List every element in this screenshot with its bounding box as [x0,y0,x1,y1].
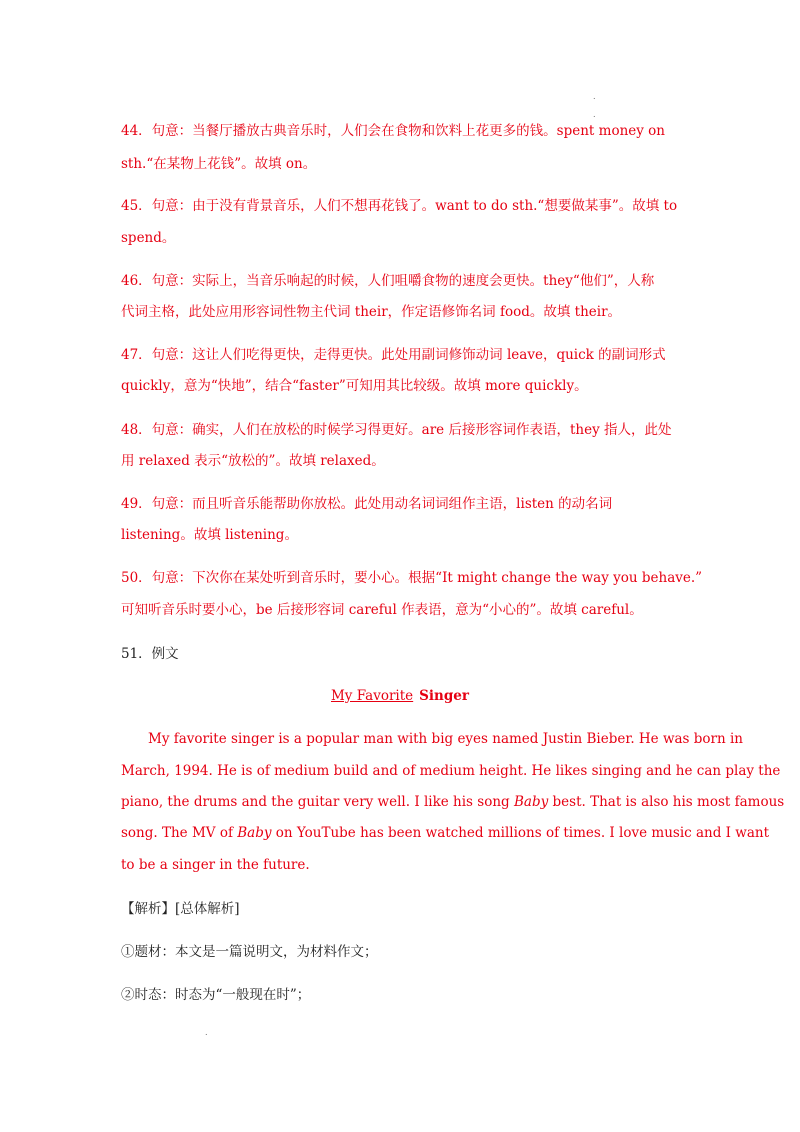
analysis-item-2: ②时态：时态为“一般现在时”； [121,987,311,1003]
answer-44-line-1: 44．句意：当餐厅播放古典音乐时，人们会在食物和饮料上花更多的钱。spent money on [121,123,666,139]
answer-45-line-1: 45．句意：由于没有背景音乐，人们不想再花钱了。want to do sth.“想要做某事”。故填 to [121,198,678,214]
answer-45-line-2: spend。 [121,230,176,246]
song-title-italic: Baby [513,794,549,810]
answer-46-line-2: 代词主格，此处应用形容词性物主代词 their，作定语修饰名词 food。故填 their。 [121,304,622,320]
essay-line-4-text-b: on YouTube has been watched millions of times. I love music and I want [271,825,770,841]
essay-title-underlined: My Favorite [330,688,414,704]
answer-48-line-1: 48．句意：确实，人们在放松的时候学习得更好。are 后接形容词作表语，they 指人，此处 [121,422,672,438]
essay-line-4 [121,824,769,842]
answer-46-line-1: 46．句意：实际上，当音乐响起的时候，人们咀嚼食物的速度会更快。they“他们”，人称 [121,273,655,289]
page-mark-dot: . [593,110,596,119]
answer-44-line-2: sth.“在某物上花钱”。故填 on。 [121,156,317,172]
answer-49-line-2: listening。故填 listening。 [121,527,298,543]
essay-line-3 [121,793,784,811]
analysis-heading: 【解析】[总体解析] [121,901,240,917]
answer-47-line-2: quickly，意为“快地”，结合“faster”可知用其比较级。故填 more quickly。 [121,378,588,394]
answer-50-line-2: 可知听音乐时要小心，be 后接形容词 careful 作表语，意为“小心的”。故填 careful。 [121,602,643,618]
essay-line-1: My favorite singer is a popular man with big eyes named Justin Bieber. He was born in [148,731,744,747]
page-mark-dot: . [205,1028,208,1037]
essay-line-2: March, 1994. He is of medium build and of medium height. He likes singing and he can play the [121,763,781,779]
song-title-italic: Baby [237,825,272,841]
page-mark-dot: . [593,92,596,101]
answer-50-line-1: 50．句意：下次你在某处听到音乐时，要小心。根据“It might change the way you behave.” [121,570,703,586]
essay-line-3-text-b: best. That is also his most famous [548,794,785,810]
essay-title-bold: Singer [419,688,470,704]
answer-48-line-2: 用 relaxed 表示“放松的”。故填 relaxed。 [121,453,385,469]
answer-47-line-1: 47．句意：这让人们吃得更快，走得更快。此处用副词修饰动词 leave，quick 的副词形式 [121,347,666,363]
answer-49-line-1: 49．句意：而且听音乐能帮助你放松。此处用动名词词组作主语，listen 的动名词 [121,496,613,512]
essay-line-3-text-a: piano, the drums and the guitar very well. I like his song [121,794,514,810]
essay-line-5: to be a singer in the future. [121,857,310,873]
example-label: 51．例文 [121,646,179,662]
essay-line-4-text-a: song. The MV of [121,825,238,841]
essay-title [0,687,800,705]
analysis-item-1: ①题材：本文是一篇说明文，为材料作文； [121,944,378,960]
